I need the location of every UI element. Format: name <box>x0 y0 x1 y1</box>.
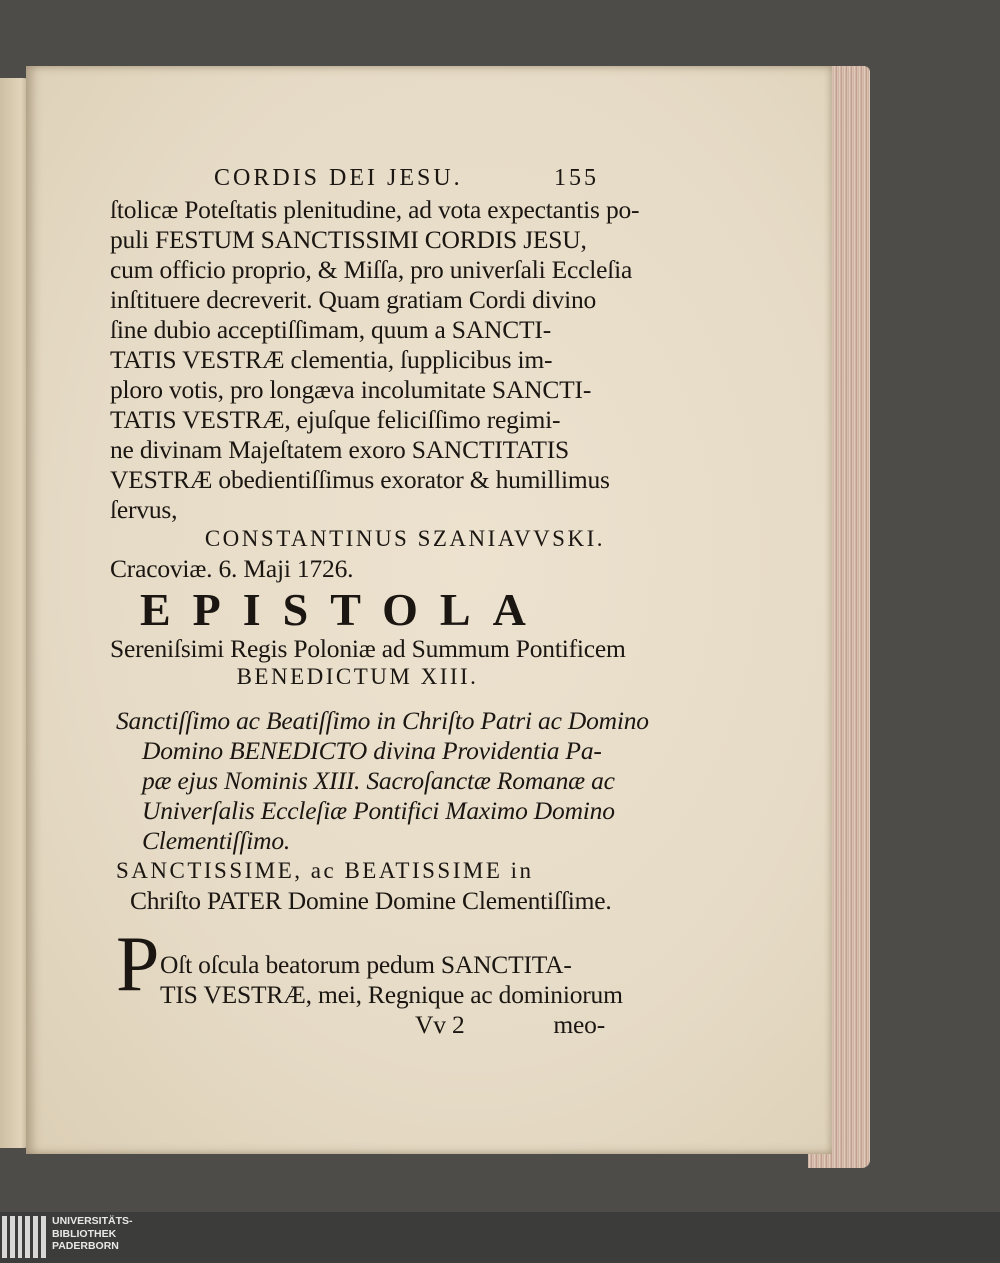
logo-line: PADERBORN <box>52 1240 119 1252</box>
library-logo-text <box>52 1215 133 1253</box>
text-line: ſine dubio acceptiſſimam, quum a SANCTI- <box>110 315 551 344</box>
text-line: TATIS VESTRÆ clementia, ſupplicibus im- <box>110 345 553 374</box>
signature-mark: Vv 2 <box>415 1010 465 1039</box>
italic-address-line: Univerſalis Eccleſiæ Pontifici Maximo Domino <box>142 796 615 825</box>
subtitle: Sereniſsimi Regis Poloniæ ad Summum Pontificem <box>110 634 626 663</box>
italic-address-line: Sanctiſſimo ac Beatiſſimo in Chriſto Patri ac Domino <box>116 706 649 735</box>
footer-bar <box>0 1212 1000 1263</box>
date-line: Cracoviæ. 6. Maji 1726. <box>110 554 354 583</box>
logo-line: UNIVERSITÄTS- <box>52 1215 133 1227</box>
running-head-title: CORDIS DEI JESU. <box>214 165 463 191</box>
logo-line: BIBLIOTHEK <box>52 1227 117 1240</box>
catchword: meo- <box>553 1010 605 1039</box>
text-line: puli FESTUM SANCTISSIMI CORDIS JESU, <box>110 225 587 254</box>
italic-address-line: Domino BENEDICTO divina Providentia Pa- <box>142 736 602 765</box>
text-line: ploro votis, pro longæva incolumitate SANCTI- <box>110 375 592 404</box>
text-line: ſtolicæ Poteſtatis plenitudine, ad vota expectantis po- <box>110 195 640 224</box>
salutation-line: Chriſto PATER Domine Domine Clementiſſime. <box>130 886 612 915</box>
text-line: inſtituere decreverit. Quam gratiam Cordi divino <box>110 285 597 314</box>
salutation-line: SANCTISSIME, ac BEATISSIME in <box>116 858 534 883</box>
text-line: VESTRÆ obedientiſſimus exorator & humillimus <box>110 465 610 494</box>
running-head <box>214 163 599 193</box>
text-line: ſervus, <box>110 495 178 524</box>
italic-address-line: pæ ejus Nominis XIII. Sacroſanctæ Romanæ ac <box>142 766 615 795</box>
library-logo-icon <box>2 1216 46 1258</box>
text-line: cum officio proprio, & Miſſa, pro univerſali Eccleſia <box>110 255 633 284</box>
page-number: 155 <box>554 165 599 191</box>
body-line: Oſt oſcula beatorum pedum SANCTITA- <box>160 950 572 979</box>
text-line: ne divinam Majeſtatem exoro SANCTITATIS <box>110 435 569 464</box>
italic-address-line: Clementiſſimo. <box>142 826 291 855</box>
drop-cap: P <box>116 920 160 1007</box>
section-title: EPISTOLA <box>140 584 548 635</box>
text-line: TATIS VESTRÆ, ejuſque feliciſſimo regimi- <box>110 405 561 434</box>
signature: CONSTANTINUS SZANIAVVSKI. <box>204 526 605 551</box>
body-line: TIS VESTRÆ, mei, Regnique ac dominiorum <box>160 980 623 1009</box>
addressee: BENEDICTUM XIII. <box>236 664 479 689</box>
